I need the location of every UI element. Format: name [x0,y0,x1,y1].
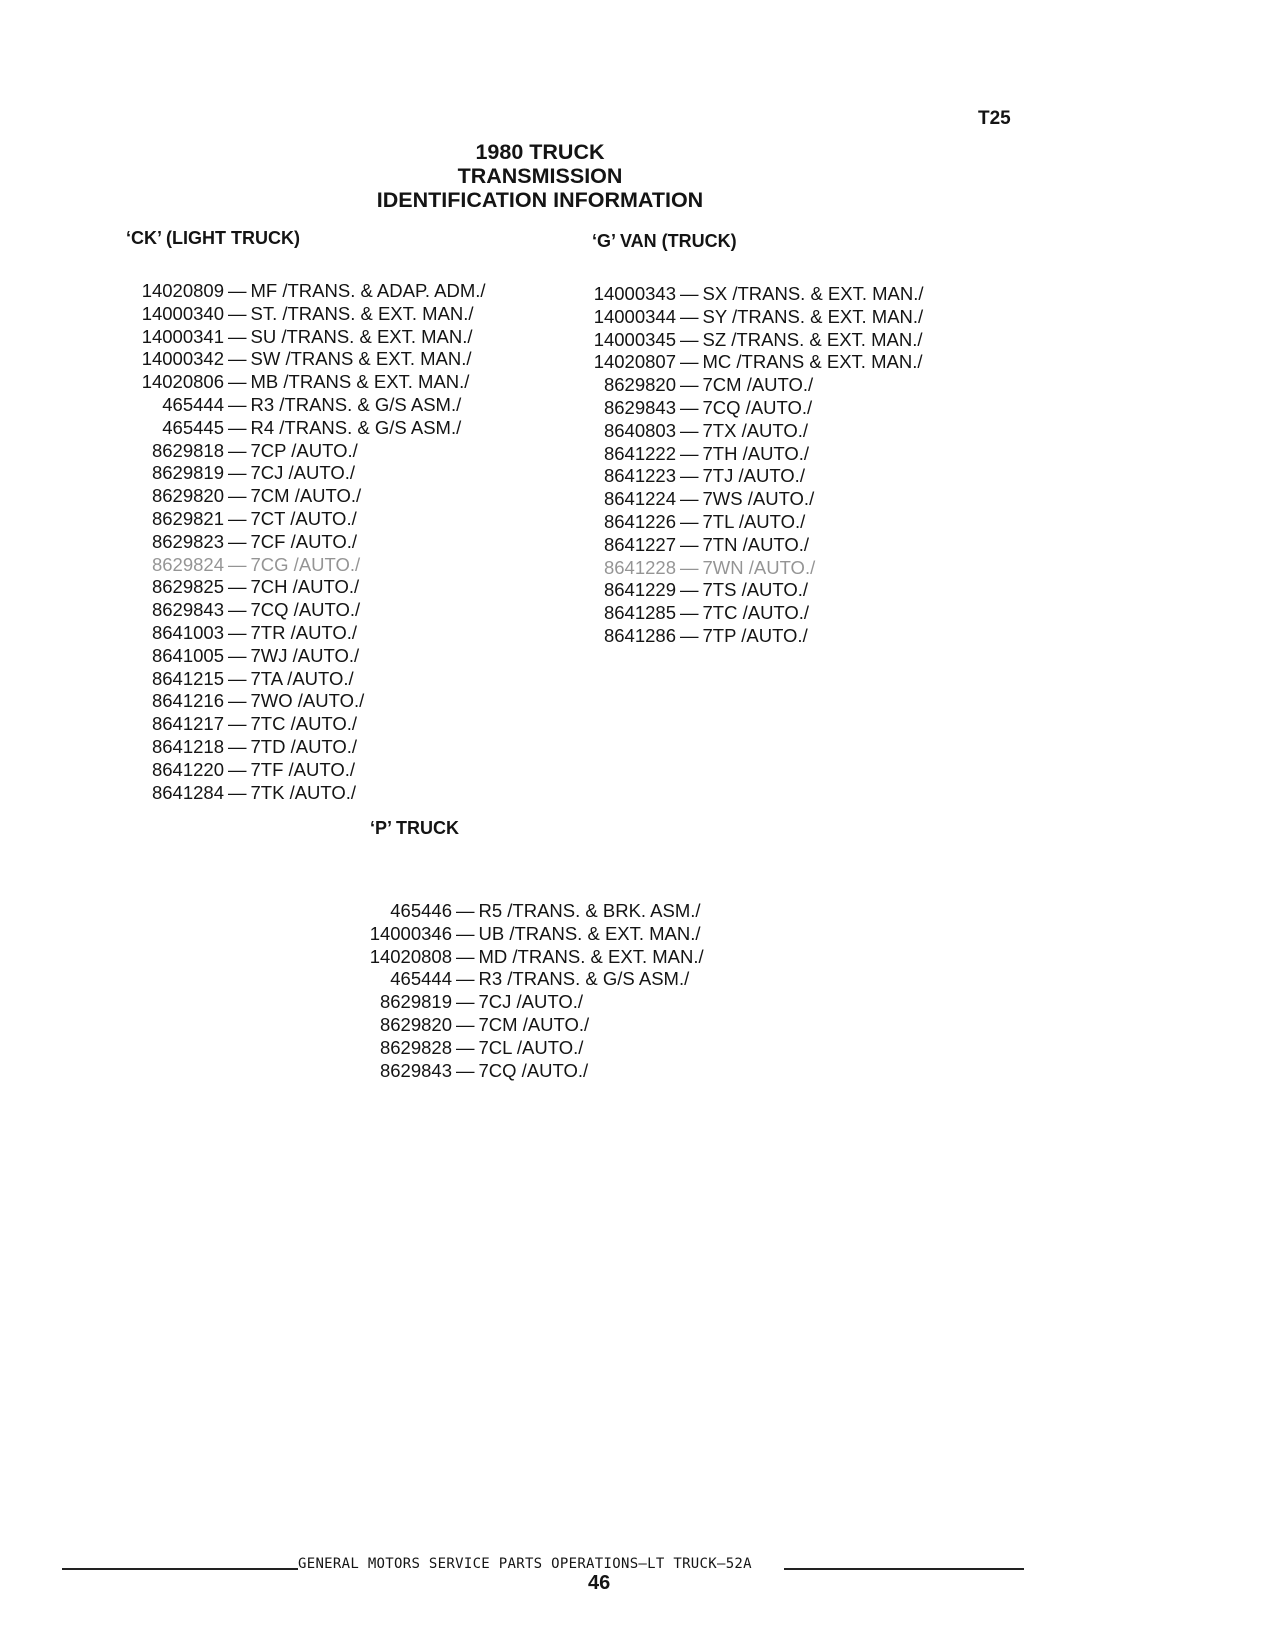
part-number: 14020806 [141,371,224,393]
part-number: 8641228 [603,556,676,578]
part-number: 8629823 [151,530,224,552]
ck-part-list [138,280,486,804]
part-number: 8629821 [151,507,224,529]
dash-separator: — [228,735,247,757]
dash-separator: — [228,280,247,301]
transmission-code-description: 7CJ /AUTO./ [478,991,584,1013]
transmission-code-description: R3 /TRANS. & G/S ASM./ [250,393,462,415]
part-number: 14000340 [141,302,224,324]
transmission-code-description: 7TL /AUTO./ [702,510,806,532]
part-number: 14000344 [593,305,676,327]
dash-separator: — [456,1013,475,1035]
dash-separator: — [680,510,699,532]
part-number: 8641217 [151,713,224,735]
dash-separator: — [680,579,699,601]
dash-separator: — [680,283,699,304]
dash-separator: — [228,713,247,735]
transmission-code-description: 7TK /AUTO./ [250,781,357,803]
part-number: 8641222 [603,442,676,464]
transmission-code-description: 7WJ /AUTO./ [250,644,360,666]
part-row [366,1060,704,1083]
part-number: 8629820 [151,485,224,507]
dash-separator: — [680,419,699,441]
part-number: 8629820 [603,374,676,396]
footer-rule-left [62,1568,298,1570]
dash-separator: — [680,374,699,396]
part-row [138,576,486,599]
transmission-code-description: SZ /TRANS. & EXT. MAN./ [702,328,923,350]
part-row [138,417,486,440]
part-number: 8641226 [603,510,676,532]
part-row [366,923,704,946]
dash-separator: — [680,602,699,624]
dash-separator: — [456,945,475,967]
part-row [366,991,704,1014]
transmission-code-description: MD /TRANS. & EXT. MAN./ [478,945,704,967]
part-row [138,554,486,577]
dash-separator: — [228,485,247,507]
transmission-code-description: 7CT /AUTO./ [250,507,357,529]
part-number: 8629824 [151,553,224,575]
dash-separator: — [680,328,699,350]
part-number: 465446 [390,900,452,921]
transmission-code-description: SX /TRANS. & EXT. MAN./ [702,283,924,304]
dash-separator: — [680,465,699,487]
part-row [366,946,704,969]
dash-separator: — [456,900,475,921]
transmission-code-description: 7TJ /AUTO./ [702,465,805,487]
part-row [138,280,486,303]
part-number: 8629828 [379,1036,452,1058]
transmission-code-description: 7TN /AUTO./ [702,533,810,555]
part-row [138,348,486,371]
part-number: 8641216 [151,690,224,712]
part-number: 8629843 [151,599,224,621]
part-row [590,511,924,534]
part-row [366,1014,704,1037]
transmission-code-description: 7CG /AUTO./ [250,553,361,575]
part-row [590,579,924,602]
part-row [138,440,486,463]
part-row [138,759,486,782]
part-row [138,622,486,645]
dash-separator: — [456,968,475,990]
transmission-code-description: 7TP /AUTO./ [702,624,808,646]
transmission-code-description: 7TA /AUTO./ [250,667,354,689]
dash-separator: — [456,922,475,944]
dash-separator: — [228,462,247,484]
transmission-code-description: 7TX /AUTO./ [702,419,809,441]
part-row [138,303,486,326]
part-number: 8640803 [603,419,676,441]
part-number: 465445 [162,416,224,438]
part-number: 8629819 [151,462,224,484]
transmission-code-description: 7TD /AUTO./ [250,735,358,757]
g-van-part-list [590,283,924,648]
dash-separator: — [228,530,247,552]
part-number: 14000342 [141,348,224,370]
transmission-code-description: 7WN /AUTO./ [702,556,816,578]
part-number: 8641285 [603,602,676,624]
part-number: 8641215 [151,667,224,689]
part-number: 8629820 [379,1013,452,1035]
part-row [138,531,486,554]
transmission-code-description: R4 /TRANS. & G/S ASM./ [250,416,462,438]
transmission-code-description: UB /TRANS. & EXT. MAN./ [478,922,701,944]
transmission-code-description: 7CM /AUTO./ [702,374,814,396]
part-row [138,371,486,394]
dash-separator: — [228,667,247,689]
part-number: 14020809 [141,280,224,301]
part-number: 8641227 [603,533,676,555]
dash-separator: — [680,442,699,464]
part-number: 8629818 [151,439,224,461]
transmission-code-description: 7TF /AUTO./ [250,758,356,780]
transmission-code-description: 7CM /AUTO./ [478,1013,590,1035]
dash-separator: — [228,348,247,370]
dash-separator: — [228,371,247,393]
part-row [138,462,486,485]
part-row [590,420,924,443]
transmission-code-description: 7CL /AUTO./ [478,1036,584,1058]
page-number: 46 [588,1572,611,1594]
part-number: 8641003 [151,621,224,643]
part-row [590,557,924,580]
part-row [138,599,486,622]
transmission-code-description: SW /TRANS & EXT. MAN./ [250,348,472,370]
part-number: 8629819 [379,991,452,1013]
dash-separator: — [228,599,247,621]
transmission-code-description: MF /TRANS. & ADAP. ADM./ [250,280,486,301]
part-row [138,485,486,508]
page-code: T25 [978,108,1011,129]
transmission-code-description: SY /TRANS. & EXT. MAN./ [702,305,924,327]
part-row [138,690,486,713]
transmission-code-description: 7TH /AUTO./ [702,442,810,464]
transmission-code-description: 7TC /AUTO./ [702,602,810,624]
transmission-code-description: 7CQ /AUTO./ [702,396,813,418]
dash-separator: — [228,302,247,324]
dash-separator: — [680,488,699,510]
part-row [366,900,704,923]
part-number: 8641220 [151,758,224,780]
part-row [138,645,486,668]
part-number: 8641286 [603,624,676,646]
title-line-2: TRANSMISSION [457,164,623,188]
ck-section-heading: ‘CK’ (LIGHT TRUCK) [126,228,300,248]
part-number: 465444 [390,968,452,990]
part-number: 8629843 [379,1059,452,1081]
dash-separator: — [680,351,699,373]
part-row [138,326,486,349]
part-row [590,397,924,420]
part-number: 8641223 [603,465,676,487]
part-row [590,351,924,374]
part-number: 14000346 [369,922,452,944]
part-number: 8641284 [151,781,224,803]
dash-separator: — [680,533,699,555]
dash-separator: — [456,991,475,1013]
transmission-code-description: 7CJ /AUTO./ [250,462,356,484]
part-number: 14020807 [593,351,676,373]
part-number: 8641218 [151,735,224,757]
transmission-code-description: R3 /TRANS. & G/S ASM./ [478,968,690,990]
part-row [138,736,486,759]
transmission-code-description: 7CM /AUTO./ [250,485,362,507]
part-row [590,488,924,511]
footer-rule-right [784,1568,1024,1570]
footer-text: GENERAL MOTORS SERVICE PARTS OPERATIONS—LT TRUCK—52A [298,1556,752,1572]
part-number: 8641229 [603,579,676,601]
dash-separator: — [228,690,247,712]
transmission-code-description: 7WS /AUTO./ [702,488,815,510]
transmission-code-description: 7CF /AUTO./ [250,530,358,552]
part-row [590,625,924,648]
part-row [590,465,924,488]
part-row [590,283,924,306]
page-title [340,140,740,212]
part-number: 14000343 [593,283,676,304]
part-number: 8629825 [151,576,224,598]
dash-separator: — [228,416,247,438]
part-row [590,329,924,352]
part-row [590,602,924,625]
transmission-code-description: MC /TRANS & EXT. MAN./ [702,351,923,373]
part-row [138,394,486,417]
part-row [590,443,924,466]
transmission-code-description: 7CH /AUTO./ [250,576,360,598]
transmission-code-description: MB /TRANS & EXT. MAN./ [250,371,470,393]
part-row [590,374,924,397]
dash-separator: — [680,305,699,327]
part-row [138,508,486,531]
part-row [590,534,924,557]
dash-separator: — [228,325,247,347]
part-number: 8641224 [603,488,676,510]
transmission-code-description: ST. /TRANS. & EXT. MAN./ [250,302,474,324]
part-number: 8629843 [603,396,676,418]
part-number: 8641005 [151,644,224,666]
dash-separator: — [228,781,247,803]
dash-separator: — [228,439,247,461]
dash-separator: — [228,621,247,643]
part-number: 465444 [162,393,224,415]
dash-separator: — [228,644,247,666]
part-row [138,668,486,691]
part-number: 14020808 [369,945,452,967]
part-row [590,306,924,329]
dash-separator: — [228,507,247,529]
part-row [138,782,486,805]
dash-separator: — [680,396,699,418]
transmission-code-description: 7CQ /AUTO./ [250,599,361,621]
dash-separator: — [228,553,247,575]
dash-separator: — [228,576,247,598]
transmission-code-description: R5 /TRANS. & BRK. ASM./ [478,900,701,921]
dash-separator: — [228,758,247,780]
part-row [366,968,704,991]
transmission-code-description: SU /TRANS. & EXT. MAN./ [250,325,473,347]
part-row [366,1037,704,1060]
dash-separator: — [456,1059,475,1081]
dash-separator: — [680,624,699,646]
transmission-code-description: 7CQ /AUTO./ [478,1059,589,1081]
part-number: 14000341 [141,325,224,347]
title-line-1: 1980 TRUCK [475,140,605,164]
transmission-code-description: 7WO /AUTO./ [250,690,365,712]
title-line-3: IDENTIFICATION INFORMATION [376,188,704,212]
transmission-code-description: 7TR /AUTO./ [250,621,358,643]
p-truck-part-list [366,900,704,1082]
dash-separator: — [228,393,247,415]
dash-separator: — [680,556,699,578]
transmission-code-description: 7TC /AUTO./ [250,713,358,735]
p-truck-section-heading: ‘P’ TRUCK [370,818,460,838]
transmission-code-description: 7TS /AUTO./ [702,579,809,601]
transmission-code-description: 7CP /AUTO./ [250,439,358,461]
dash-separator: — [456,1036,475,1058]
g-van-section-heading: ‘G’ VAN (TRUCK) [592,231,737,251]
part-number: 14000345 [593,328,676,350]
part-row [138,713,486,736]
